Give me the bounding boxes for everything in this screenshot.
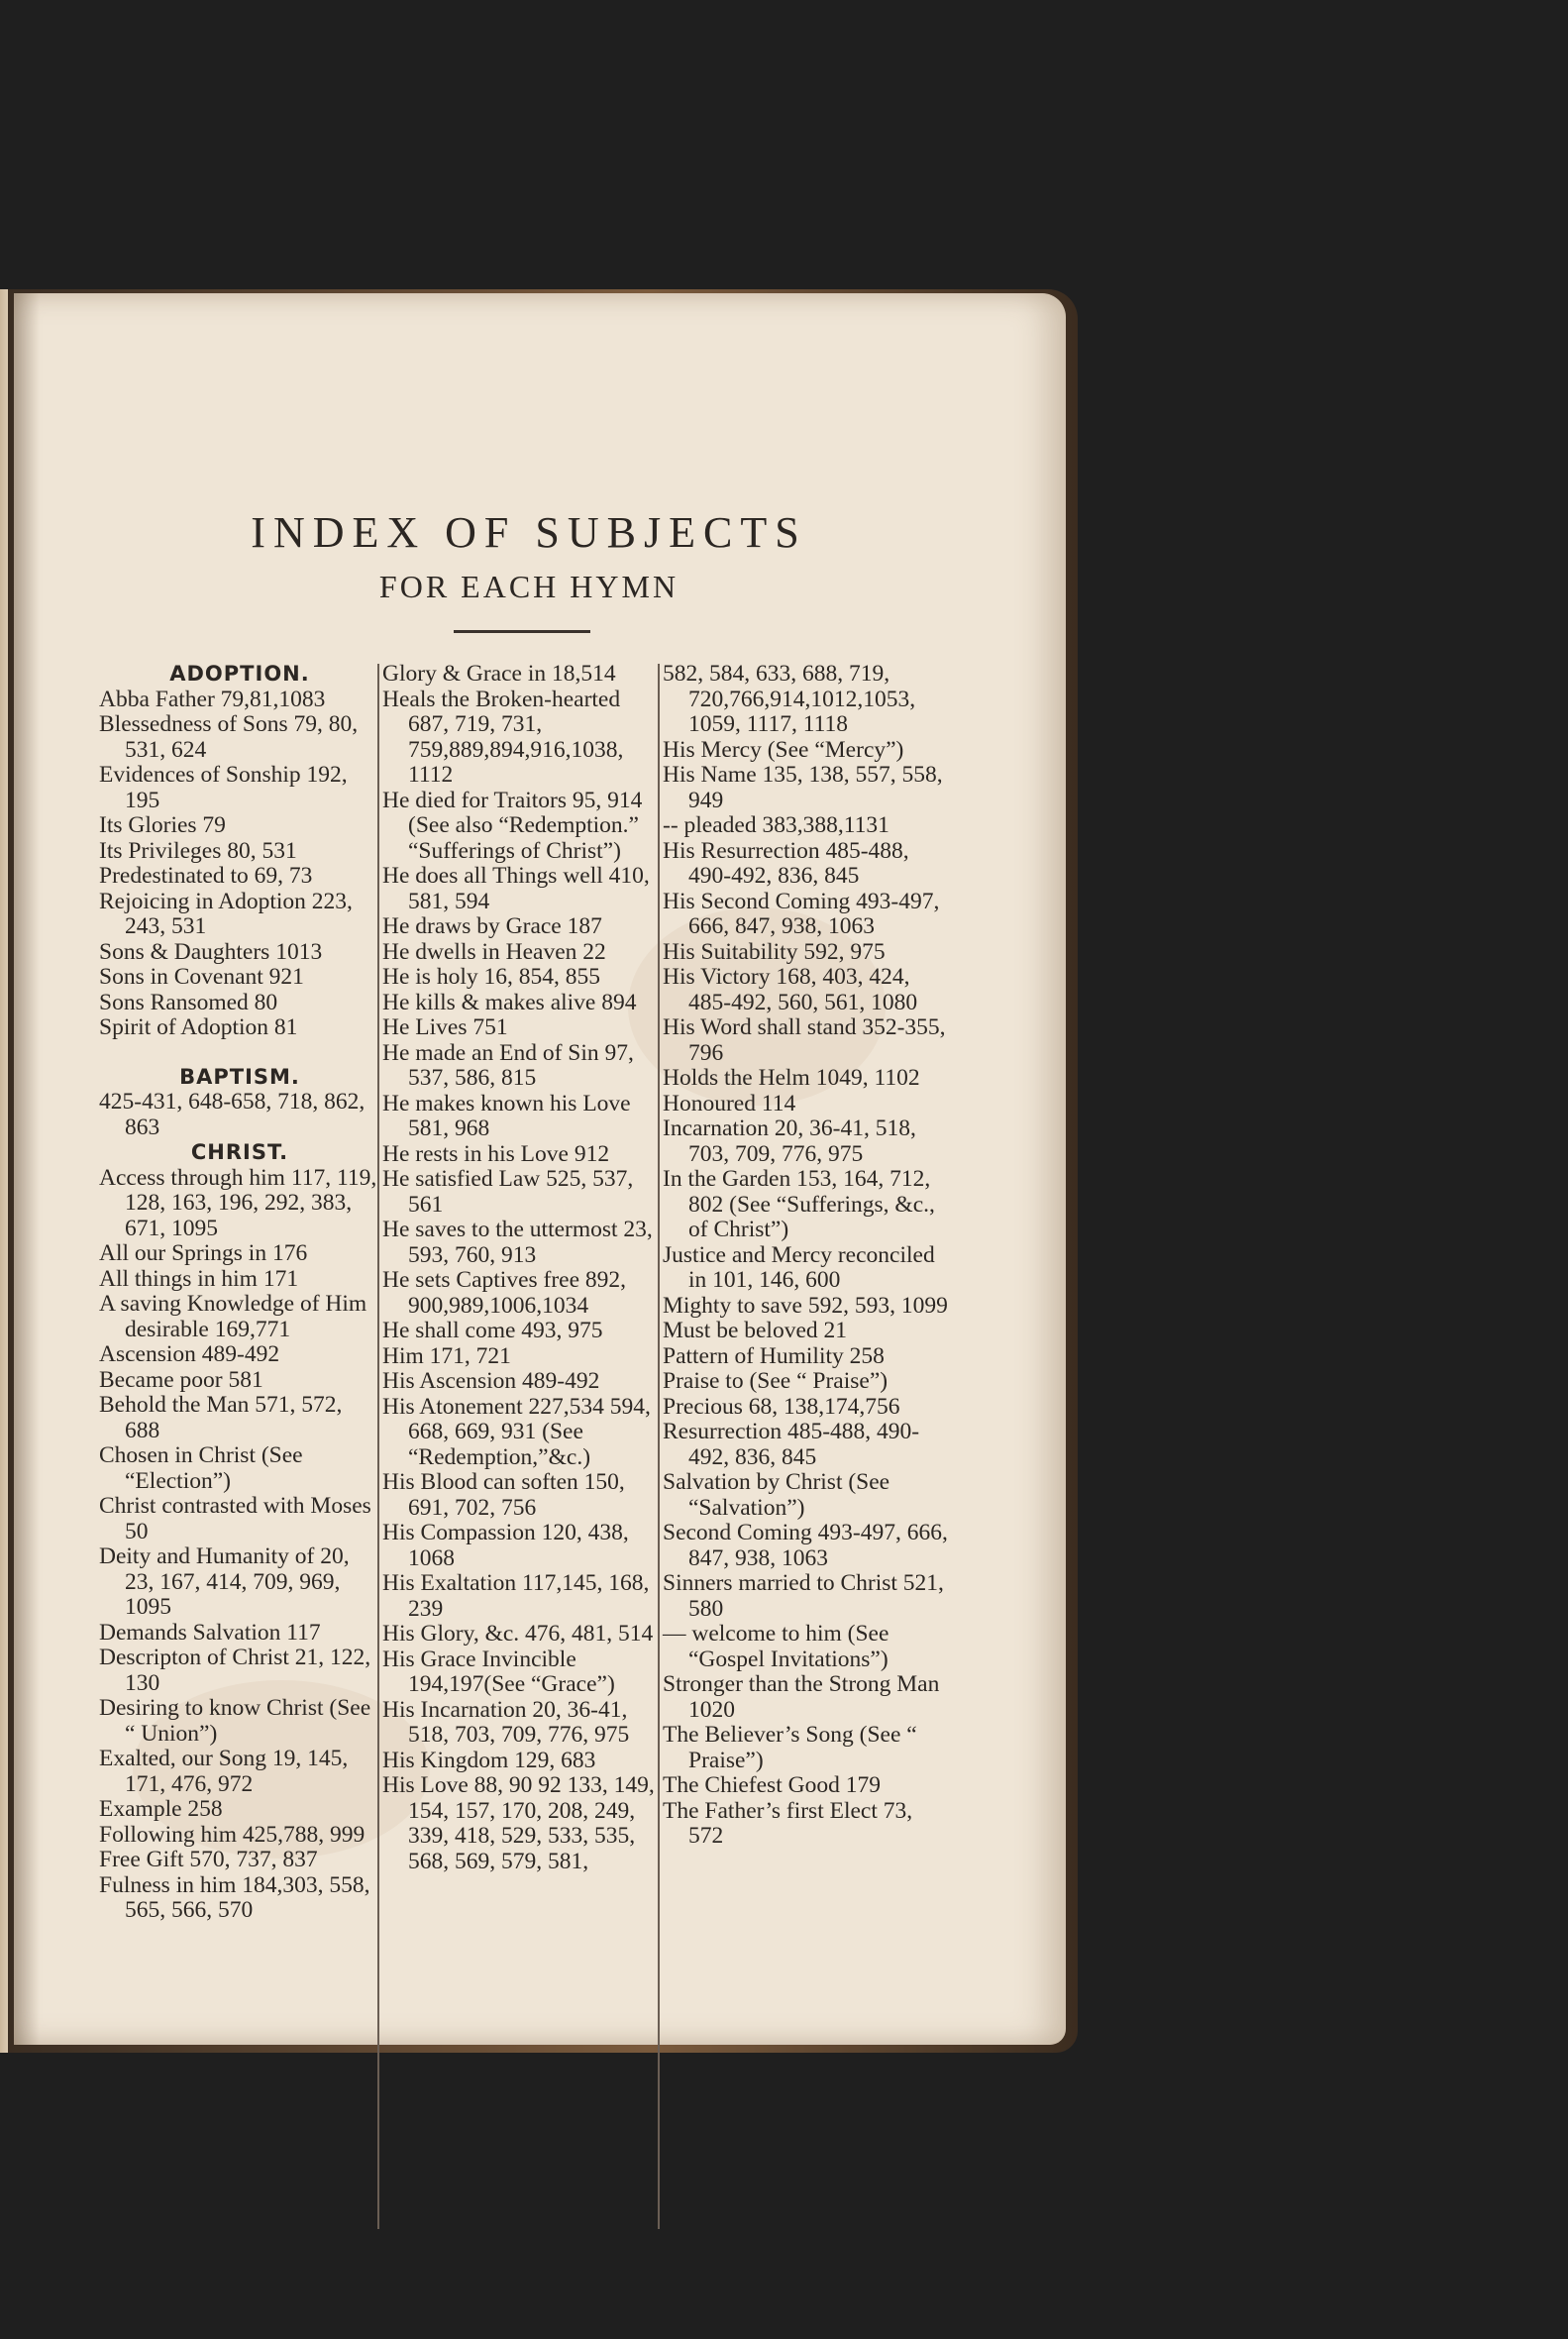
index-entry: He Lives 751 <box>382 1014 508 1040</box>
index-entry: His Ascension 489-492 <box>382 1368 600 1394</box>
index-entry: — welcome to him (See “Gospel Invitations”) <box>663 1621 889 1672</box>
index-entry: Sons Ransomed 80 <box>99 989 278 1015</box>
index-entry: The Father’s first Elect 73, 572 <box>663 1797 913 1849</box>
index-entry: His Mercy (See “Mercy”) <box>663 736 904 763</box>
index-entry: He does all Things well 410, 581, 594 <box>382 863 650 914</box>
page-title: INDEX OF SUBJECTS <box>251 508 807 557</box>
index-entry: His Suitability 592, 975 <box>663 938 886 965</box>
index-entry: Rejoicing in Adoption 223, 243, 531 <box>99 888 353 939</box>
index-entry: Pattern of Humility 258 <box>663 1342 885 1369</box>
index-entry: Following him 425,788, 999 <box>99 1821 366 1848</box>
index-column-2 <box>382 662 667 1874</box>
index-entry: His Kingdom 129, 683 <box>382 1747 596 1773</box>
index-entry: Chosen in Christ (See “Election”) <box>99 1442 303 1494</box>
index-entry: He kills & makes alive 894 <box>382 989 637 1015</box>
page-subtitle: FOR EACH HYMN <box>378 569 679 604</box>
column-divider <box>658 664 660 2229</box>
index-entry: He shall come 493, 975 <box>382 1318 603 1343</box>
index-entry: Incarnation 20, 36-41, 518, 703, 709, 776, 975 <box>663 1116 916 1167</box>
index-entry: Glory & Grace in 18,514 <box>382 661 616 687</box>
index-heading: CHRIST. <box>190 1140 289 1164</box>
index-entry: He draws by Grace 187 <box>382 913 602 939</box>
index-entry: Exalted, our Song 19, 145, 171, 476, 972 <box>99 1746 349 1797</box>
index-entry: Resurrection 485-488, 490-492, 836, 845 <box>663 1419 920 1470</box>
index-entry: Abba Father 79,81,1083 <box>99 686 326 712</box>
index-entry: He dwells in Heaven 22 <box>382 938 606 965</box>
index-entry: Example 258 <box>99 1796 223 1822</box>
index-column-1 <box>99 662 380 1924</box>
index-entry: -- pleaded 383,388,1131 <box>663 812 889 838</box>
index-entry: Demands Salvation 117 <box>99 1619 321 1646</box>
index-entry: He sets Captives free 892, 900,989,1006,1034 <box>382 1267 627 1319</box>
index-entry: In the Garden 153, 164, 712, 802 (See “Sufferings, &c., of Christ”) <box>663 1166 935 1242</box>
index-entry: His Incarnation 20, 36-41, 518, 703, 709, 776, 975 <box>382 1696 630 1748</box>
index-entry: He satisfied Law 525, 537, 561 <box>382 1166 634 1218</box>
index-entry: His Second Coming 493-497, 666, 847, 938, 1063 <box>663 888 940 939</box>
index-entry: He is holy 16, 854, 855 <box>382 964 600 990</box>
index-entry: 425-431, 648-658, 718, 862, 863 <box>99 1089 366 1140</box>
index-entry: The Believer’s Song (See “ Praise”) <box>663 1722 917 1773</box>
index-heading: BAPTISM. <box>179 1064 300 1089</box>
index-entry: Became poor 581 <box>99 1366 263 1393</box>
section-gap <box>99 1041 380 1065</box>
book-page <box>14 293 1066 2045</box>
index-entry: He rests in his Love 912 <box>382 1140 610 1167</box>
index-column-3 <box>663 662 950 1850</box>
index-entry: Heals the Broken-hearted 687, 719, 731, 759,889,894,916,1038, 1112 <box>382 686 624 788</box>
index-entry: All our Springs in 176 <box>99 1240 308 1266</box>
index-entry: The Chiefest Good 179 <box>663 1772 881 1798</box>
index-entry: Justice and Mercy reconciled in 101, 146, 600 <box>663 1241 935 1293</box>
index-entry: Sinners married to Christ 521, 580 <box>663 1570 944 1622</box>
index-entry: He made an End of Sin 97, 537, 586, 815 <box>382 1039 634 1091</box>
index-entry: Must be beloved 21 <box>663 1318 848 1343</box>
index-entry: Blessedness of Sons 79, 80, 531, 624 <box>99 711 359 763</box>
index-entry: His Compassion 120, 438, 1068 <box>382 1520 629 1571</box>
index-entry: His Word shall stand 352-355, 796 <box>663 1014 946 1066</box>
index-entry: Holds the Helm 1049, 1102 <box>663 1065 920 1091</box>
index-entry: Spirit of Adoption 81 <box>99 1014 298 1040</box>
column-divider <box>377 664 379 2229</box>
title-rule <box>454 630 590 633</box>
index-entry: Behold the Man 571, 572, 688 <box>99 1392 343 1443</box>
index-entry: His Atonement 227,534 594, 668, 669, 931 (See “Redemption,”&c.) <box>382 1393 651 1470</box>
index-entry: His Love 88, 90 92 133, 149, 154, 157, 170, 208, 249, 339, 418, 529, 533, 535, 568, 569, 579, 581, <box>382 1772 655 1874</box>
index-entry: His Blood can soften 150, 691, 702, 756 <box>382 1469 625 1521</box>
index-entry: Descripton of Christ 21, 122, 130 <box>99 1645 371 1696</box>
index-entry: Access through him 117, 119, 128, 163, 196, 292, 383, 671, 1095 <box>99 1164 377 1241</box>
index-entry: Mighty to save 592, 593, 1099 <box>663 1292 948 1319</box>
index-entry: Fulness in him 184,303, 558, 565, 566, 570 <box>99 1871 370 1923</box>
index-entry: He saves to the uttermost 23, 593, 760, 913 <box>382 1217 653 1268</box>
index-entry: His Exaltation 117,145, 168, 239 <box>382 1570 650 1622</box>
index-entry: All things in him 171 <box>99 1265 299 1292</box>
index-entry: Stronger than the Strong Man 1020 <box>663 1671 940 1723</box>
index-entry: Praise to (See “ Praise”) <box>663 1368 889 1394</box>
index-entry: Christ contrasted with Moses 50 <box>99 1493 371 1544</box>
index-entry: Ascension 489-492 <box>99 1341 280 1367</box>
index-entry: Sons & Daughters 1013 <box>99 938 323 965</box>
index-entry: Deity and Humanity of 20, 23, 167, 414, 709, 969, 1095 <box>99 1543 350 1620</box>
index-entry: Second Coming 493-497, 666, 847, 938, 1063 <box>663 1520 948 1571</box>
index-entry: Honoured 114 <box>663 1090 796 1116</box>
index-entry: His Victory 168, 403, 424, 485-492, 560, 561, 1080 <box>663 964 918 1015</box>
index-entry: His Name 135, 138, 557, 558, 949 <box>663 762 943 813</box>
index-entry: Its Glories 79 <box>99 812 226 838</box>
index-heading: ADOPTION. <box>169 662 310 686</box>
index-entry: Desiring to know Christ (See “ Union”) <box>99 1695 371 1747</box>
index-entry: Salvation by Christ (See “Salvation”) <box>663 1469 890 1521</box>
index-entry: Predestinated to 69, 73 <box>99 863 313 889</box>
index-entry: Him 171, 721 <box>382 1342 511 1369</box>
index-entry: Free Gift 570, 737, 837 <box>99 1847 318 1872</box>
index-entry: A saving Knowledge of Him desirable 169,771 <box>99 1291 367 1342</box>
index-entry: His Glory, &c. 476, 481, 514 <box>382 1621 654 1647</box>
index-entry: Sons in Covenant 921 <box>99 964 304 990</box>
index-entry: Evidences of Sonship 192, 195 <box>99 762 348 813</box>
index-entry: He died for Traitors 95, 914 (See also “Redemption.” “Sufferings of Christ”) <box>382 787 643 864</box>
index-entry: 582, 584, 633, 688, 719, 720,766,914,1012,1053, 1059, 1117, 1118 <box>663 661 916 737</box>
index-entry: His Grace Invincible 194,197(See “Grace”) <box>382 1646 615 1697</box>
index-entry: Precious 68, 138,174,756 <box>663 1393 900 1420</box>
index-entry: Its Privileges 80, 531 <box>99 837 297 864</box>
index-entry: He makes known his Love 581, 968 <box>382 1090 631 1141</box>
index-entry: His Resurrection 485-488, 490-492, 836, 845 <box>663 837 909 889</box>
